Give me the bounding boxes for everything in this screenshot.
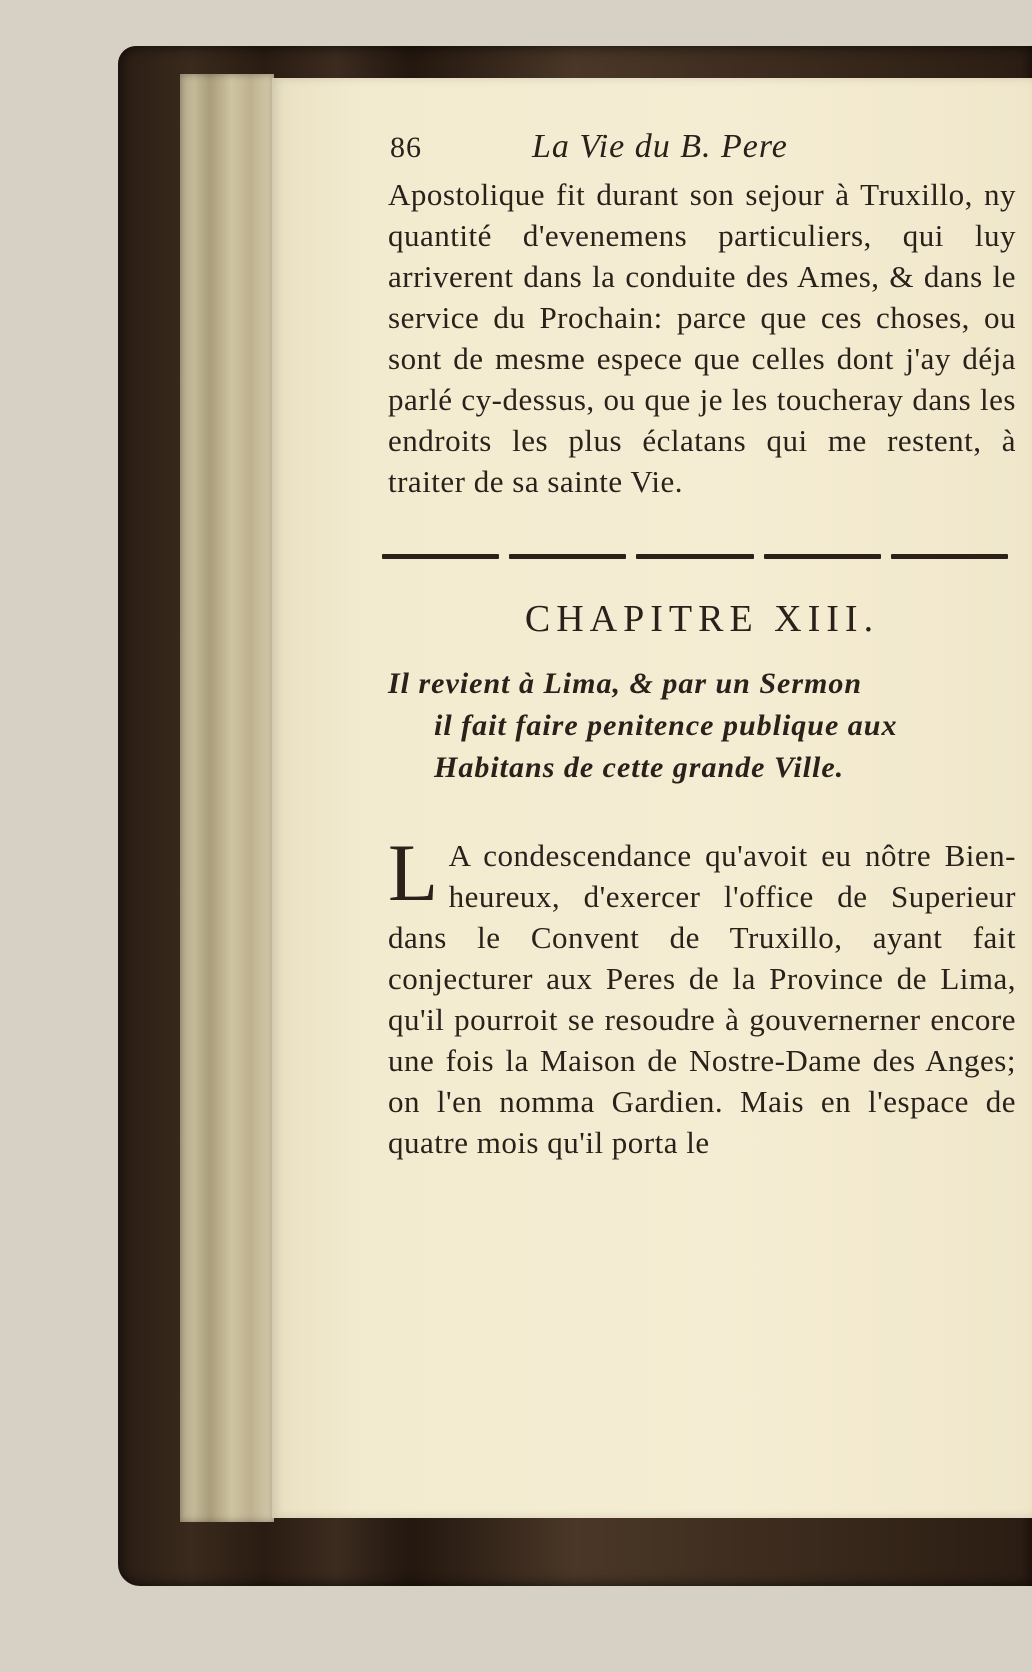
ornament-segment [382,554,499,559]
chapter-title: CHAPITRE XIII. [524,598,880,640]
main-paragraph [388,827,1016,1163]
chapter-summary [388,663,1016,789]
drop-cap: L [388,827,439,918]
ornament-segment [636,554,753,559]
page-number: 86 [390,131,422,164]
summary-line-2: il fait faire penitence publique aux [434,709,898,742]
ornament-rule [382,554,1008,559]
running-head [388,128,1016,166]
ornament-segment [891,554,1008,559]
main-paragraph-text: A condescendance qu'avoit eu nôtre Bien-heureux, d'exercer l'office de Superieur dans le Convent de Truxillo, ayant fait conjecturer aux Peres de la Province de Lima, qu'il pourroit se resoudre à gouvernerner encore une fois la Maison de Nostre-Dame des Anges; on l'en nomma Gardien. Mais en l'espace de quatre mois qu'il porta le [388,838,1016,1160]
running-head-title: La Vie du B. Pere [532,128,788,165]
page-content [388,128,1016,1163]
intro-paragraph: Apostolique fit durant son sejour à Truxillo, ny quantité d'evenemens particuliers, qui luy arriverent dans la conduite des Ames, & dans le service du Prochain: parce que ces choses, ou sont de mesme espece que celles dont j'ay déja parlé cy-dessus, ou que je les toucheray dans les endroits les plus éclatans qui me restent, à traiter de sa sainte Vie. [388,177,1016,499]
summary-line-3: Habitans de cette grande Ville. [434,751,845,784]
summary-line-1: Il revient à Lima, & par un Sermon [388,667,863,700]
ornament-segment [764,554,881,559]
ornament-segment [509,554,626,559]
page-edge [180,74,274,1522]
